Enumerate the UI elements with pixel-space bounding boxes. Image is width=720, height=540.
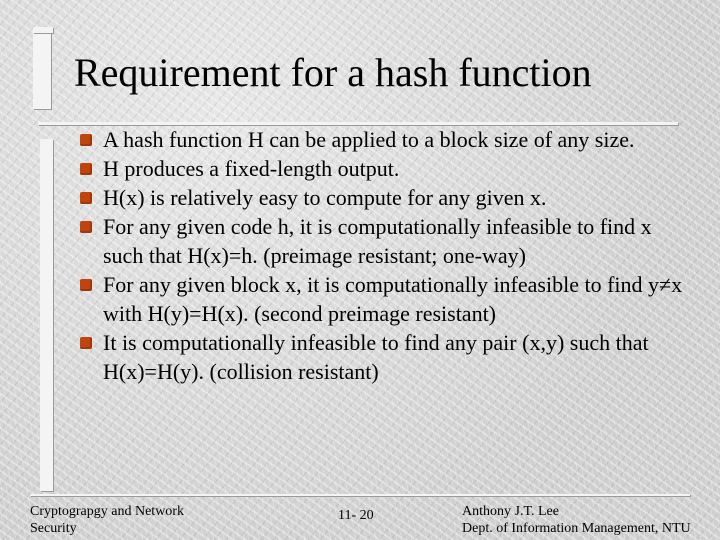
bullet-text: For any given code h, it is computationally infeasible to find x such that H(x)=h. (preimage resistant; one-way) — [103, 214, 652, 268]
footer-page-number: 11- 20 — [338, 508, 374, 523]
bullet-item — [76, 154, 688, 183]
square-bullet-icon — [80, 337, 92, 349]
square-bullet-icon — [80, 163, 92, 175]
square-bullet-icon — [80, 221, 92, 233]
bullet-list — [76, 125, 688, 386]
title-frame-vertical-bar — [33, 27, 51, 109]
square-bullet-icon — [80, 192, 92, 204]
bullet-text: A hash function H can be applied to a block size of any size. — [103, 127, 635, 152]
square-bullet-icon — [80, 279, 92, 291]
bullet-item — [76, 270, 688, 328]
footer-author — [462, 503, 691, 537]
bullet-item — [76, 125, 688, 154]
bullet-text: For any given block x, it is computationally infeasible to find y≠x with H(y)=H(x). (second preimage resistant) — [103, 272, 683, 326]
square-bullet-icon — [80, 134, 92, 146]
bullet-text: H produces a fixed-length output. — [103, 156, 400, 181]
bullet-text: It is computationally infeasible to find any pair (x,y) such that H(x)=H(y). (collision resistant) — [103, 330, 649, 384]
slide-title: Requirement for a hash function — [74, 50, 592, 95]
footer-course-line-2: Security — [30, 521, 77, 536]
footer-course-line-1: Cryptograpgy and Network — [30, 504, 184, 519]
title-frame-top-bar — [33, 27, 53, 33]
body-frame-vertical-bar — [40, 139, 53, 491]
footer-author-dept: Dept. of Information Management, NTU — [462, 521, 691, 536]
bullet-text: H(x) is relatively easy to compute for any given x. — [103, 185, 547, 210]
bullet-item — [76, 328, 688, 386]
footer-course-title — [30, 503, 184, 537]
bullet-item — [76, 212, 688, 270]
footer-author-name: Anthony J.T. Lee — [462, 504, 559, 519]
bullet-item — [76, 183, 688, 212]
footer-divider — [30, 494, 690, 496]
